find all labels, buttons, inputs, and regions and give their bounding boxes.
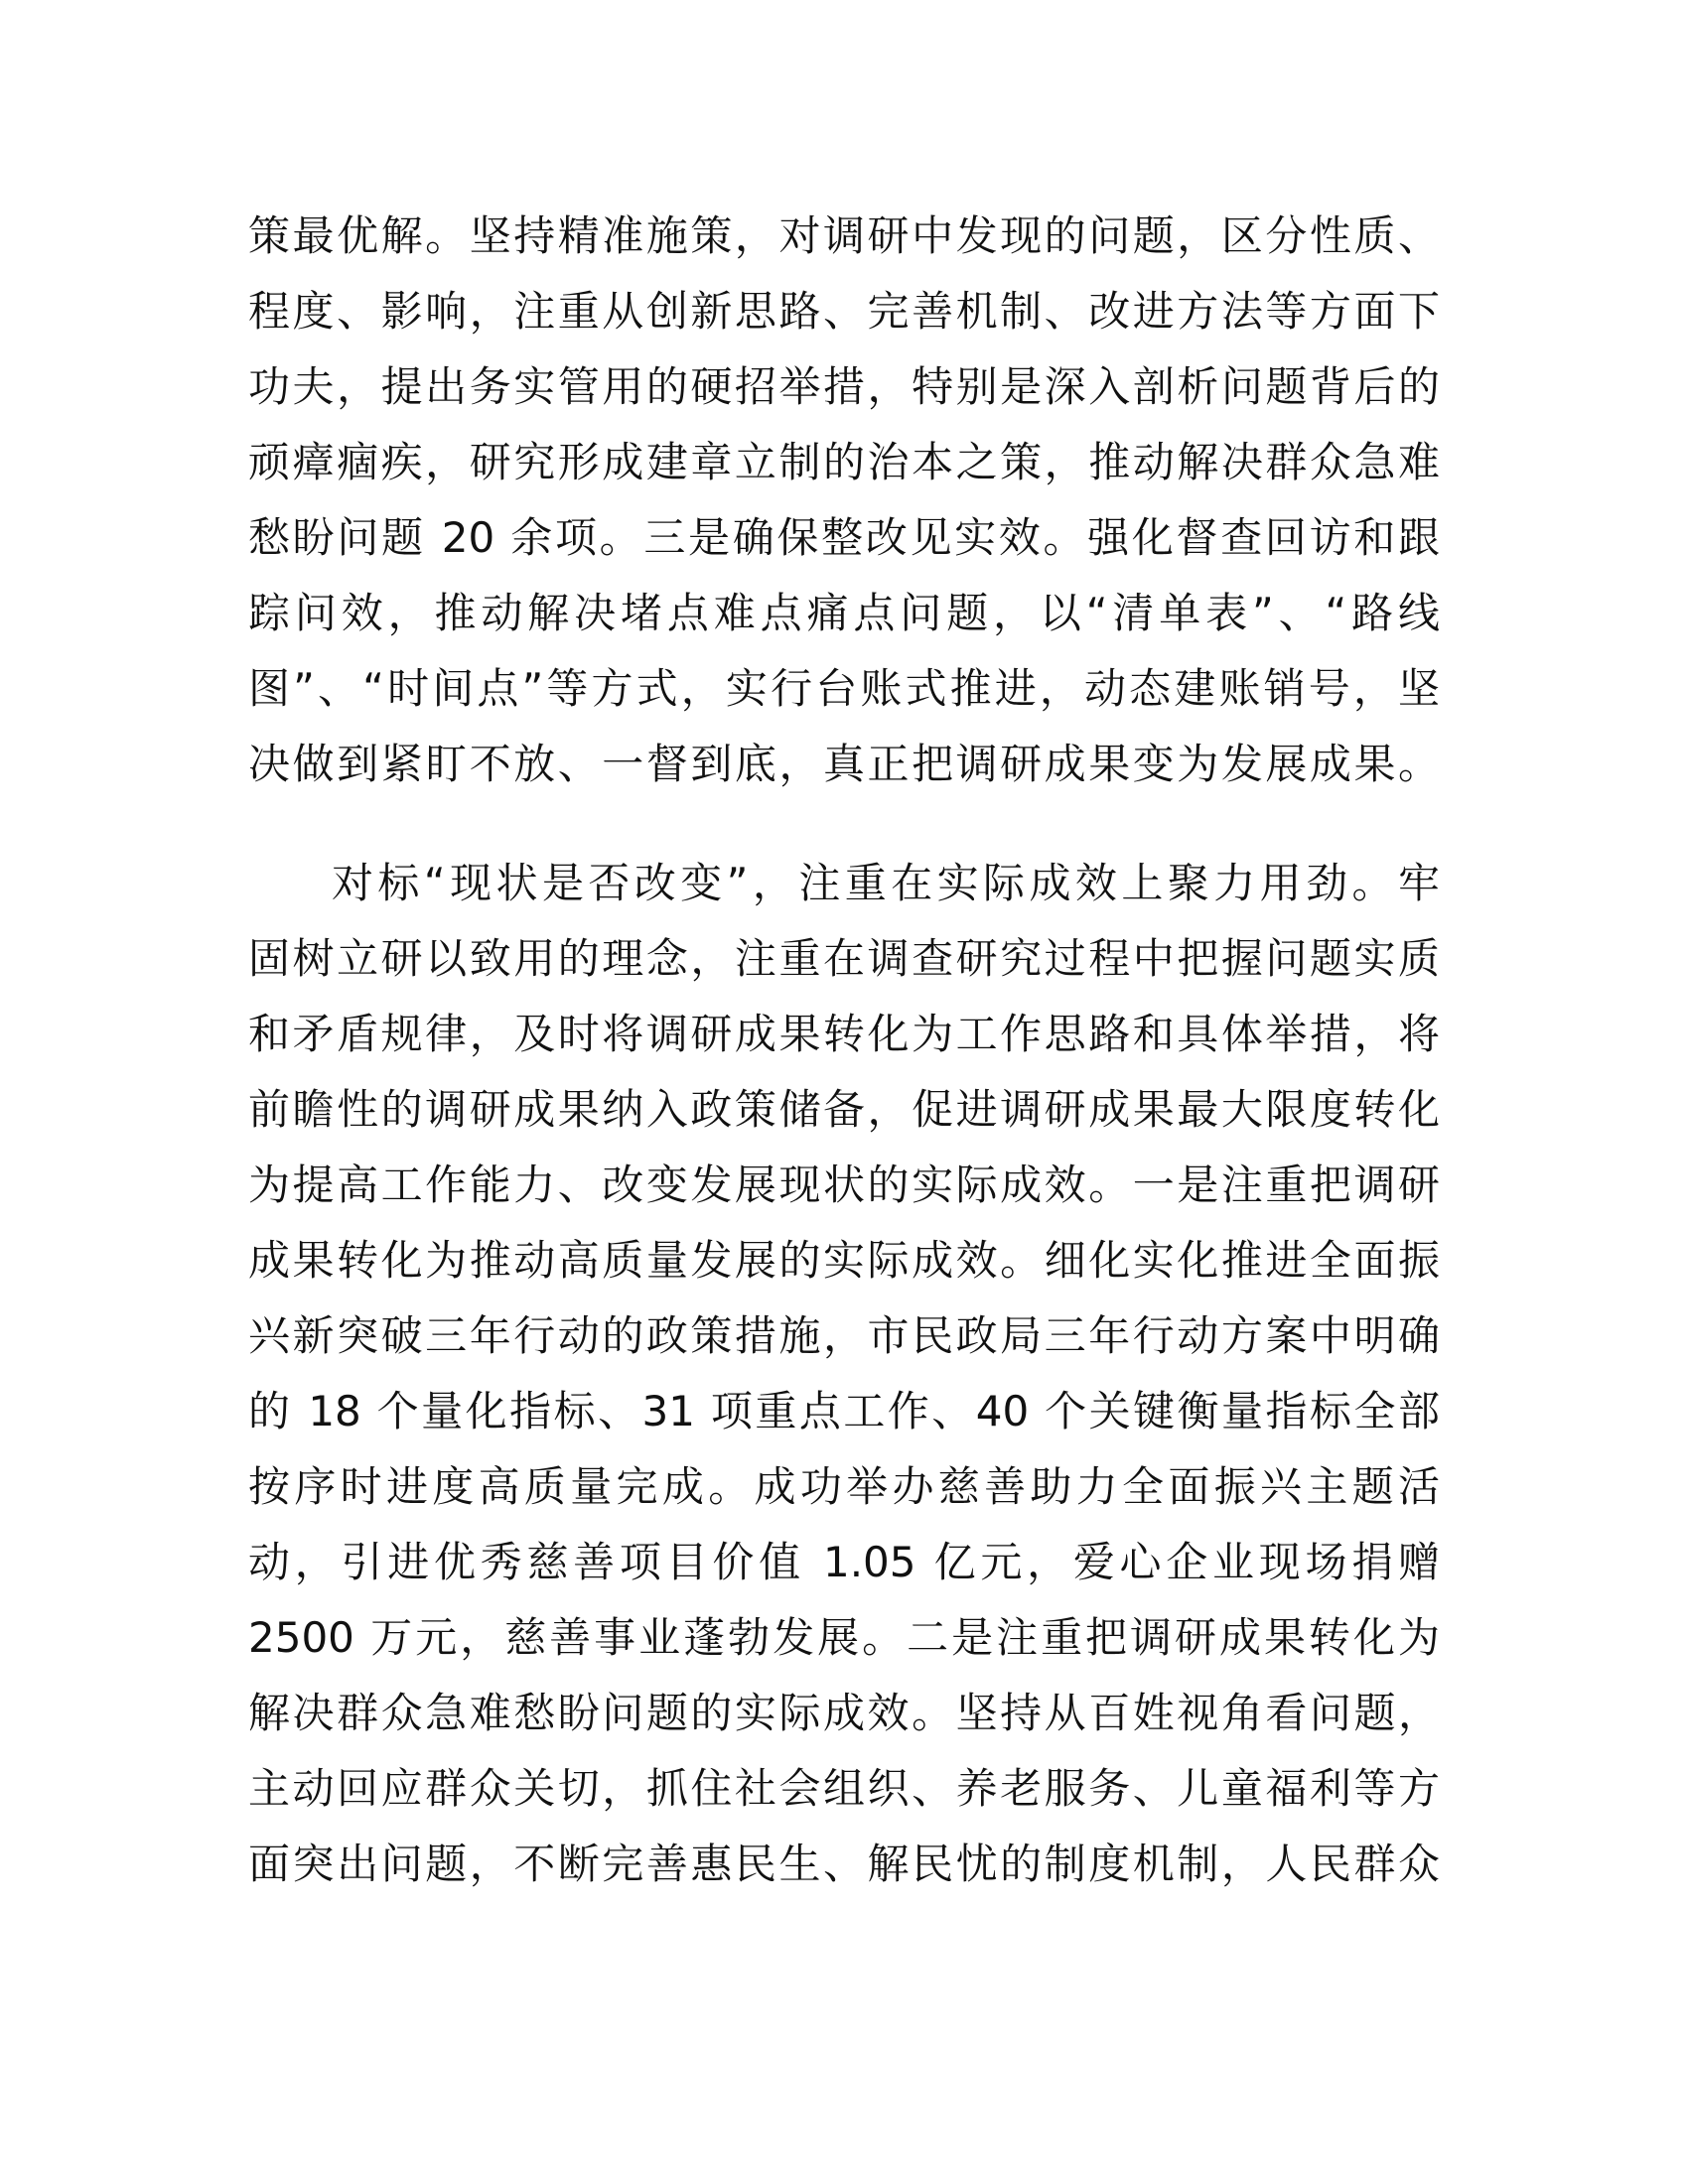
text-line: 兴新突破三年行动的政策措施，市民政局三年行动方案中明确 bbox=[248, 1311, 1440, 1360]
paragraph-results bbox=[248, 846, 1440, 1902]
text-line: 成果转化为推动高质量发展的实际成效。细化实化推进全面振 bbox=[248, 1236, 1440, 1285]
text-line-first-indented: 对标“现状是否改变”，注重在实际成效上聚力用劲。牢 bbox=[332, 859, 1440, 907]
paragraph-continuation bbox=[248, 199, 1440, 802]
text-line: 顽瘴痼疾，研究形成建章立制的治本之策，推动解决群众急难 bbox=[248, 438, 1440, 486]
text-line: 为提高工作能力、改变发展现状的实际成效。一是注重把调研 bbox=[248, 1160, 1440, 1209]
text-line: 策最优解。坚持精准施策，对调研中发现的问题，区分性质、 bbox=[248, 211, 1440, 260]
text-line: 决做到紧盯不放、一督到底，真正把调研成果变为发展成果。 bbox=[248, 740, 1440, 788]
text-line: 功夫，提出务实管用的硬招举措，特别是深入剖析问题背后的 bbox=[248, 362, 1440, 411]
text-line: 踪问效，推动解决堵点难点痛点问题，以“清单表”、“路线 bbox=[248, 589, 1440, 637]
text-line: 程度、影响，注重从创新思路、完善机制、改进方法等方面下 bbox=[248, 287, 1440, 336]
text-line: 解决群众急难愁盼问题的实际成效。坚持从百姓视角看问题， bbox=[248, 1689, 1440, 1737]
text-line: 固树立研以致用的理念，注重在调查研究过程中把握问题实质 bbox=[248, 934, 1440, 983]
text-line: 面突出问题，不断完善惠民生、解民忧的制度机制，人民群众 bbox=[248, 1840, 1440, 1888]
text-line: 前瞻性的调研成果纳入政策储备，促进调研成果最大限度转化 bbox=[248, 1085, 1440, 1134]
text-line: 按序时进度高质量完成。成功举办慈善助力全面振兴主题活 bbox=[248, 1462, 1440, 1511]
text-line: 2500 万元，慈善事业蓬勃发展。二是注重把调研成果转化为 bbox=[248, 1613, 1440, 1662]
text-line: 图”、“时间点”等方式，实行台账式推进，动态建账销号，坚 bbox=[248, 664, 1440, 713]
text-line: 的 18 个量化指标、31 项重点工作、40 个关键衡量指标全部 bbox=[248, 1387, 1440, 1435]
text-line: 动，引进优秀慈善项目价值 1.05 亿元，爱心企业现场捐赠 bbox=[248, 1538, 1440, 1586]
text-line: 愁盼问题 20 余项。三是确保整改见实效。强化督查回访和跟 bbox=[248, 513, 1440, 562]
text-line: 主动回应群众关切，抓住社会组织、养老服务、儿童福利等方 bbox=[248, 1764, 1440, 1813]
text-line: 和矛盾规律，及时将调研成果转化为工作思路和具体举措，将 bbox=[248, 1010, 1440, 1058]
